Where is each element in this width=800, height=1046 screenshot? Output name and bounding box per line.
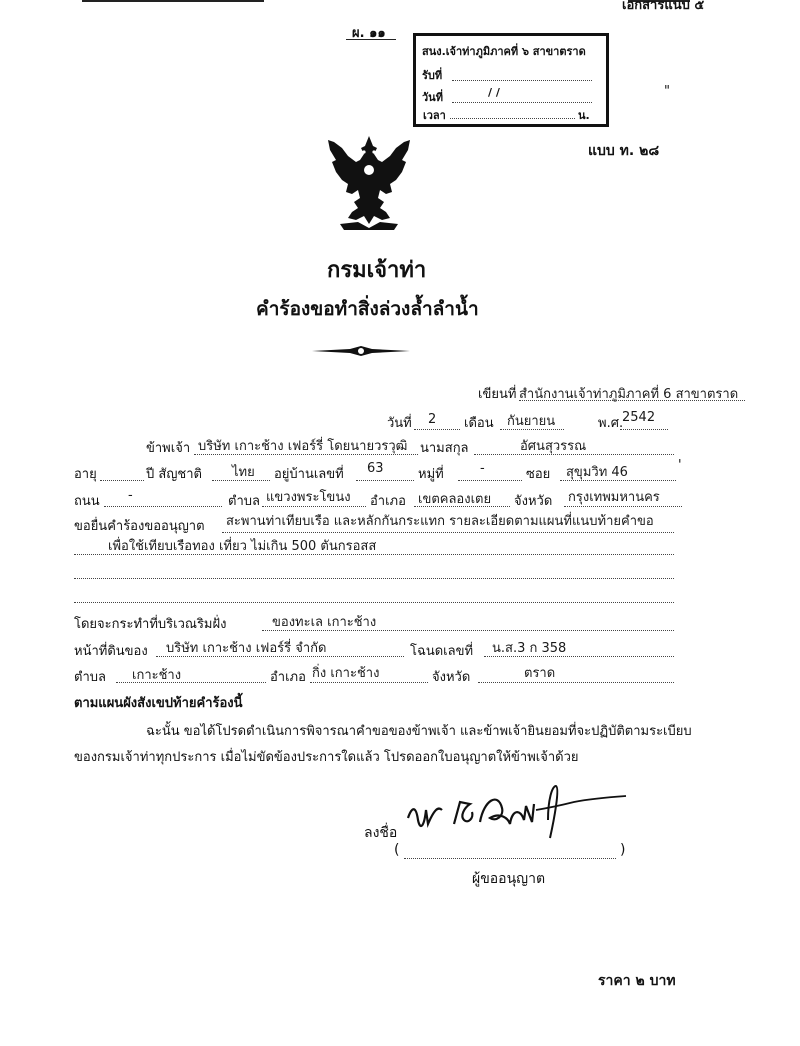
body-line-2: ของกรมเจ้าท่าทุกประการ เมื่อไม่ขัดข้องประการใดแล้ว โปรดออกใบอนุญาตให้ข้าพเจ้าด้วย bbox=[74, 750, 579, 765]
month-label: เดือน bbox=[464, 416, 494, 431]
stamp-time-suffix: น. bbox=[578, 109, 590, 122]
province-value: กรุงเทพมหานคร bbox=[568, 490, 660, 505]
attachment-label: เอกสารแนบ ๕ bbox=[622, 0, 705, 13]
province-label: จังหวัด bbox=[514, 494, 553, 509]
request-label: ขอยื่นคำร้องขออนุญาต bbox=[74, 519, 205, 534]
request-line-1: สะพานท่าเทียบเรือ และหลักกันกระแทก รายละเอียดตามแผนที่แนบท้ายคำขอ bbox=[226, 514, 654, 529]
request-line-2: เพื่อใช้เทียบเรือทอง เที่ยว ไม่เกิน 500 ตันกรอสส bbox=[108, 539, 377, 554]
plan-line: ตามแผนผังสังเขปท้ายคำร้องนี้ bbox=[74, 696, 243, 711]
moo-value: - bbox=[480, 461, 485, 476]
deed-label: โฉนดเลขที่ bbox=[410, 644, 474, 659]
soi-value: สุขุมวิท 46 bbox=[566, 465, 628, 480]
applicant-value: บริษัท เกาะช้าง เฟอร์รี่ โดยนายวรวุฒิ bbox=[198, 439, 408, 454]
paren-close: ) bbox=[620, 842, 626, 858]
amphoe-value: เขตคลองเตย bbox=[418, 492, 492, 507]
written-at-value: สำนักงานเจ้าท่าภูมิภาคที่ 6 สาขาตราด bbox=[519, 387, 739, 402]
land-front-label: หน้าที่ดินของ bbox=[74, 644, 148, 659]
price-label: ราคา ๒ บาท bbox=[598, 973, 676, 989]
handwritten-signature-icon bbox=[398, 780, 630, 846]
house-no-value: 63 bbox=[367, 461, 384, 476]
signer-role: ผู้ขออนุญาต bbox=[472, 871, 546, 887]
land-owner-value: บริษัท เกาะช้าง เฟอร์รี่ จำกัด bbox=[166, 641, 327, 656]
form-code-underline bbox=[346, 39, 396, 40]
soi-label: ซอย bbox=[526, 467, 551, 482]
house-no-label: อยู่บ้านเลขที่ bbox=[274, 467, 344, 482]
applicant-label: ข้าพเจ้า bbox=[146, 441, 191, 456]
tambon2-value: เกาะช้าง bbox=[132, 668, 182, 683]
amphoe2-label: อำเภอ bbox=[270, 670, 306, 685]
stamp-received-label: รับที่ bbox=[422, 69, 443, 82]
sign-label: ลงชื่อ bbox=[364, 825, 398, 841]
road-label: ถนน bbox=[74, 494, 100, 509]
amphoe2-value: กิ่ง เกาะช้าง bbox=[312, 666, 380, 681]
month-value: กันยายน bbox=[507, 414, 556, 429]
mark-quote: " bbox=[664, 84, 670, 99]
amphoe-label: อำเภอ bbox=[370, 494, 406, 509]
stamp-time-label: เวลา bbox=[423, 109, 446, 122]
written-at-label: เขียนที่ bbox=[478, 387, 517, 402]
tambon-label: ตำบล bbox=[228, 494, 260, 509]
tambon-value: แขวงพระโขนง bbox=[266, 490, 351, 505]
road-value: - bbox=[128, 488, 133, 503]
stamp-date-value: / / bbox=[488, 86, 500, 99]
age-label: อายุ bbox=[74, 467, 97, 482]
department-title: กรมเจ้าท่า bbox=[327, 258, 427, 283]
paren-open: ( bbox=[394, 842, 400, 858]
garuda-emblem-icon bbox=[318, 132, 420, 232]
day-value: 2 bbox=[428, 412, 437, 427]
top-rule-left bbox=[82, 0, 264, 2]
edge-mark: ' bbox=[678, 458, 682, 473]
nationality-value: ไทย bbox=[232, 465, 255, 480]
ornament-divider-icon bbox=[310, 345, 412, 357]
tambon2-label: ตำบล bbox=[74, 670, 106, 685]
surname-value: อัศนสุวรรณ bbox=[520, 439, 587, 454]
moo-label: หมู่ที่ bbox=[418, 467, 444, 482]
province2-value: ตราด bbox=[524, 666, 556, 681]
year-label: พ.ศ. bbox=[598, 416, 624, 431]
surname-label: นามสกุล bbox=[420, 441, 469, 456]
province2-label: จังหวัด bbox=[432, 670, 471, 685]
day-label: วันที่ bbox=[387, 416, 412, 431]
stamp-office: สนง.เจ้าท่าภูมิภาคที่ ๖ สาขาตราด bbox=[422, 45, 586, 58]
location-value: ของทะเล เกาะช้าง bbox=[272, 615, 377, 630]
form-title: คำร้องขอทำสิ่งล่วงล้ำลำน้ำ bbox=[256, 298, 479, 320]
years-nationality-label: ปี สัญชาติ bbox=[146, 467, 202, 482]
form-code: ผ. ๑๑ bbox=[352, 26, 386, 41]
location-label: โดยจะกระทำที่บริเวณริมฝั่ง bbox=[74, 617, 227, 632]
stamp-date-label: วันที่ bbox=[422, 91, 443, 104]
form-number: แบบ ท. ๒๘ bbox=[588, 143, 660, 159]
year-value: 2542 bbox=[622, 410, 656, 425]
deed-value: น.ส.3 ก 358 bbox=[492, 641, 567, 656]
body-line-1: ฉะนั้น ขอได้โปรดดำเนินการพิจารณาคำขอของข้าพเจ้า และข้าพเจ้ายินยอมที่จะปฏิบัติตามระเบียบ bbox=[146, 724, 692, 739]
